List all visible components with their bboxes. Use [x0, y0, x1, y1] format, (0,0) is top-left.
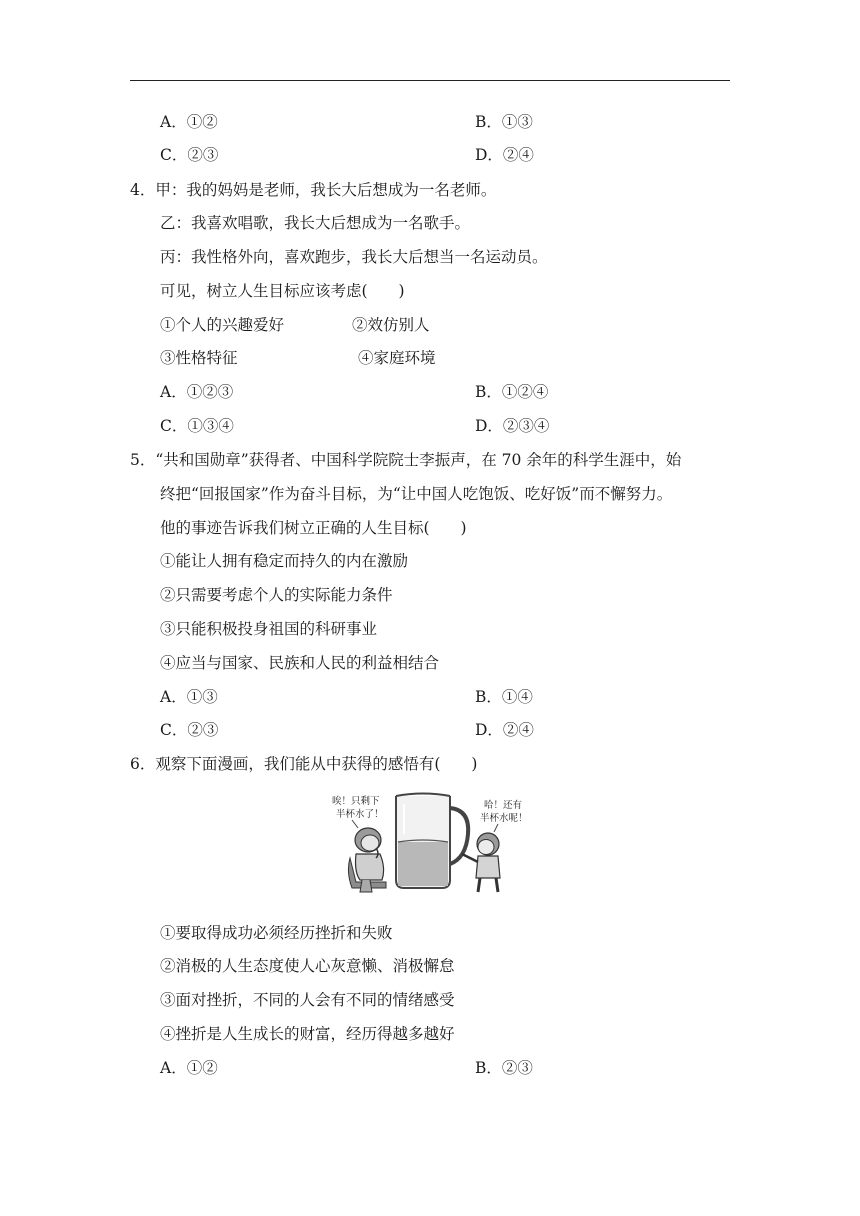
- q5-stem-line-3: 他的事迹告诉我们树立正确的人生目标( ): [160, 519, 467, 537]
- pessimistic-boy: [348, 828, 386, 892]
- q4-stem-line-2: 乙：我喜欢唱歌，我长大后想成为一名歌手。: [160, 214, 471, 232]
- q6-option-a: A．①②: [160, 1059, 218, 1077]
- q5-item-2: ②只需要考虑个人的实际能力条件: [160, 586, 393, 604]
- cartoon-left-bubble-line-2: 半杯水了！: [336, 809, 384, 820]
- q5-option-b: B．①④: [475, 688, 533, 706]
- q5-item-3: ③只能积极投身祖国的科研事业: [160, 620, 378, 638]
- q6-item-4: ④挫折是人生成长的财富，经历得越多越好: [160, 1025, 455, 1043]
- q6-item-2: ②消极的人生态度使人心灰意懒、消极懈怠: [160, 957, 455, 975]
- q3-option-a: A．①②: [160, 113, 218, 131]
- cartoon-right-bubble-line-1: 哈！还有: [484, 800, 523, 811]
- q4-stem-line-3: 丙：我性格外向，喜欢跑步，我长大后想当一名运动员。: [160, 248, 548, 266]
- q5-option-c: C．②③: [160, 721, 219, 739]
- cartoon-right-bubble-line-2: 半杯水呢！: [480, 813, 528, 824]
- q6-stem: 6．观察下面漫画，我们能从中获得的感悟有( ): [130, 755, 478, 773]
- q5-option-d: D．②④: [475, 721, 534, 739]
- q3-option-b: B．①③: [475, 113, 533, 131]
- q6-item-1: ①要取得成功必须经历挫折和失败: [160, 924, 393, 942]
- q4-option-a: A．①②③: [160, 383, 234, 401]
- glass-pitcher: [396, 794, 468, 889]
- q5-item-1: ①能让人拥有稳定而持久的内在激励: [160, 552, 409, 570]
- q4-item-1: ①个人的兴趣爱好: [160, 316, 285, 334]
- q5-stem-line-1: 5．“共和国勋章”获得者、中国科学院院士李振声，在 70 余年的科学生涯中，始: [130, 451, 682, 469]
- q4-item-3: ③性格特征: [160, 349, 238, 367]
- half-glass-cartoon: [330, 788, 530, 896]
- q4-stem-line-1: 4．甲：我的妈妈是老师，我长大后想成为一名老师。: [130, 181, 497, 199]
- q4-stem-line-4: 可见，树立人生目标应该考虑( ): [160, 282, 405, 300]
- q4-option-c: C．①③④: [160, 417, 234, 435]
- q6-option-b: B．②③: [475, 1059, 533, 1077]
- q5-item-4: ④应当与国家、民族和人民的利益相结合: [160, 654, 440, 672]
- q4-option-d: D．②③④: [475, 417, 550, 435]
- q5-stem-line-2: 终把“回报国家”作为奋斗目标，为“让中国人吃饱饭、吃好饭”而不懈努力。: [160, 485, 673, 503]
- q5-option-a: A．①③: [160, 688, 218, 706]
- cartoon-left-bubble-line-1: 唉！只剩下: [332, 796, 380, 807]
- q4-item-2: ②效仿别人: [352, 316, 430, 334]
- q4-option-b: B．①②④: [475, 383, 549, 401]
- q6-item-3: ③面对挫折，不同的人会有不同的情绪感受: [160, 991, 455, 1009]
- q3-option-d: D．②④: [475, 146, 534, 164]
- q3-option-c: C．②③: [160, 146, 219, 164]
- q4-item-4: ④家庭环境: [358, 349, 436, 367]
- header-rule: [130, 80, 730, 81]
